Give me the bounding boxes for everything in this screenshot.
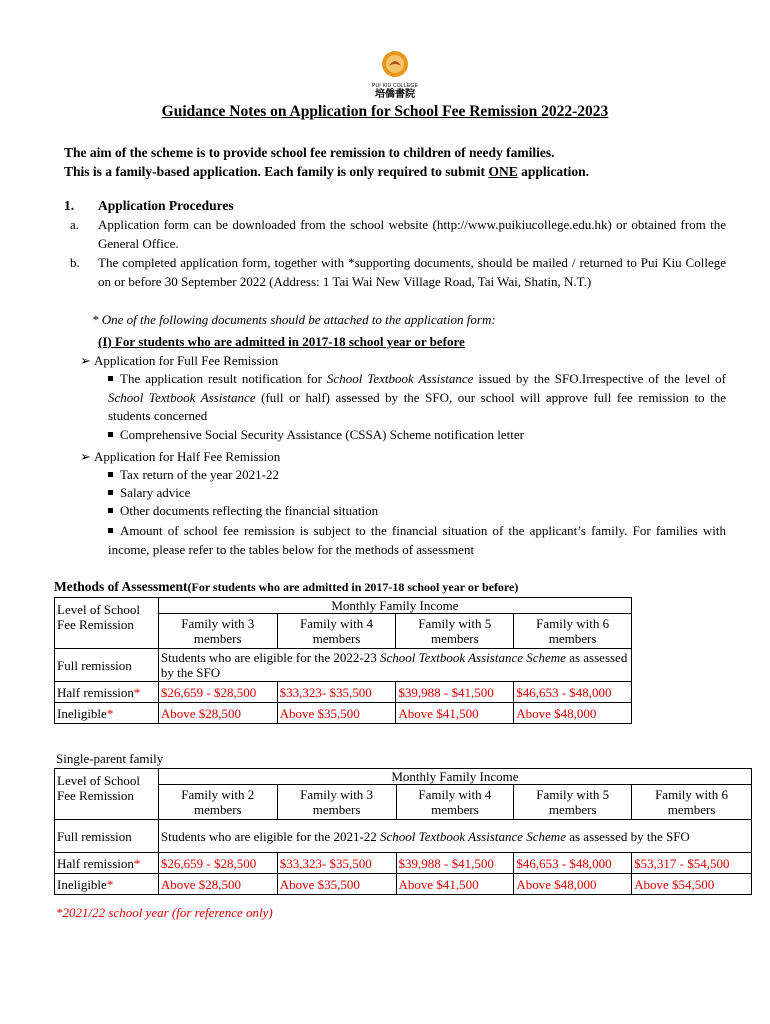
half-item-2: Salary advice — [108, 484, 190, 503]
full-remission-label: Full remission — [55, 820, 159, 853]
ineligible-value: Above $28,500 — [158, 703, 277, 724]
column-header: Family with 5 members — [514, 785, 632, 820]
school-crest-icon — [381, 50, 409, 78]
ineligible-value: Above $48,000 — [514, 874, 632, 895]
ineligible-value: Above $54,500 — [632, 874, 752, 895]
column-header: Family with 3 members — [277, 785, 396, 820]
ineligible-value: Above $41,500 — [396, 874, 514, 895]
aim-line-2: This is a family-based application. Each family is only required to submit ONE application. — [64, 164, 589, 179]
half-remission-value: $33,323- $35,500 — [277, 853, 396, 874]
column-header: Family with 4 members — [277, 614, 396, 649]
square-bullet-icon — [108, 490, 113, 495]
half-remission-label: Half remission* — [55, 682, 159, 703]
square-bullet-icon — [108, 528, 113, 533]
half-remission-value: $33,323- $35,500 — [277, 682, 396, 703]
documents-note: * One of the following documents should be attached to the application form: — [92, 312, 496, 327]
page-title: Guidance Notes on Application for School Fee Remission 2022-2023 — [161, 103, 609, 120]
half-item-4: Amount of school fee remission is subject to the financial situation of the applicant’s family. For families with income, please refer to the tables below for the methods of assessment — [108, 523, 726, 557]
half-remission-value: $39,988 - $41,500 — [396, 682, 514, 703]
logo-chinese: 培僑書院 — [375, 89, 415, 100]
school-logo — [369, 50, 421, 100]
full-item-2: Comprehensive Social Security Assistance (CSSA) Scheme notification letter — [108, 426, 524, 445]
column-header: Family with 5 members — [396, 614, 514, 649]
assessment-table — [54, 597, 632, 724]
level-header: Level of School Fee Remission — [55, 598, 159, 649]
half-remission-value: $53,317 - $54,500 — [632, 853, 752, 874]
full-remission-heading: ➢ Application for Full Fee Remission — [80, 352, 278, 371]
arrow-bullet-icon: ➢ — [80, 353, 91, 368]
item-a-label: a. — [70, 217, 80, 232]
full-remission-criteria: Students who are eligible for the 2022-23 School Textbook Assistance Scheme as assessed by the SFO — [158, 649, 631, 682]
table2-caption: Single-parent family — [56, 751, 164, 766]
aim-statement — [64, 143, 589, 181]
square-bullet-icon — [108, 472, 113, 477]
column-header: Family with 6 members — [632, 785, 752, 820]
income-header: Monthly Family Income — [158, 769, 751, 785]
item-b-text: The completed application form, together with *supporting documents, should be mailed / returned to Pui Kiu College on or before 30 September 2022 (Address: 1 Tai Wai New Village Road, Tai Wai, Shatin, N.T.) — [98, 255, 726, 289]
ineligible-value: Above $41,500 — [396, 703, 514, 724]
full-item-1: The application result notification for School Textbook Assistance issued by the SFO.Irrespective of the level of School Textbook Assistance (full or half) assessed by the SFO, our school will approve full fee remission to the students concerned — [108, 371, 726, 423]
table1-caption: Methods of Assessment(For students who are admitted in 2017-18 school year or before) — [54, 579, 519, 594]
half-item-3: Other documents reflecting the financial situation — [108, 502, 378, 521]
item-a-text: Application form can be downloaded from the school website (http://www.puikiucollege.edu.hk) or obtained from the General Office. — [98, 217, 726, 251]
section-heading: (I) For students who are admitted in 2017-18 school year or before — [98, 334, 465, 349]
half-remission-value: $46,653 - $48,000 — [514, 853, 632, 874]
ineligible-label: Ineligible* — [55, 703, 159, 724]
arrow-bullet-icon: ➢ — [80, 449, 91, 464]
income-header: Monthly Family Income — [158, 598, 631, 614]
square-bullet-icon — [108, 432, 113, 437]
aim-line-1: The aim of the scheme is to provide school fee remission to children of needy families. — [64, 145, 555, 160]
square-bullet-icon — [108, 376, 113, 381]
ineligible-value: Above $48,000 — [514, 703, 632, 724]
full-remission-label: Full remission — [55, 649, 159, 682]
half-item-1: Tax return of the year 2021-22 — [108, 466, 279, 485]
footnote: *2021/22 school year (for reference only) — [56, 905, 273, 920]
single-parent-table — [54, 768, 752, 895]
square-bullet-icon — [108, 508, 113, 513]
logo-english: PUI KIU COLLEGE — [371, 83, 419, 89]
column-header: Family with 4 members — [396, 785, 514, 820]
half-remission-value: $26,659 - $28,500 — [158, 853, 277, 874]
half-remission-value: $26,659 - $28,500 — [158, 682, 277, 703]
full-remission-criteria: Students who are eligible for the 2021-22 School Textbook Assistance Scheme as assessed by the SFO — [158, 820, 751, 853]
ineligible-value: Above $35,500 — [277, 874, 396, 895]
half-remission-value: $39,988 - $41,500 — [396, 853, 514, 874]
item-b-label: b. — [70, 255, 80, 270]
column-header: Family with 6 members — [514, 614, 632, 649]
procedures-heading: Application Procedures — [98, 198, 234, 213]
ineligible-label: Ineligible* — [55, 874, 159, 895]
half-remission-label: Half remission* — [55, 853, 159, 874]
ineligible-value: Above $28,500 — [158, 874, 277, 895]
column-header: Family with 2 members — [158, 785, 277, 820]
procedures-number: 1. — [64, 198, 75, 213]
level-header: Level of School Fee Remission — [55, 769, 159, 820]
ineligible-value: Above $35,500 — [277, 703, 396, 724]
column-header: Family with 3 members — [158, 614, 277, 649]
half-remission-heading: ➢ Application for Half Fee Remission — [80, 448, 280, 467]
half-remission-value: $46,653 - $48,000 — [514, 682, 632, 703]
